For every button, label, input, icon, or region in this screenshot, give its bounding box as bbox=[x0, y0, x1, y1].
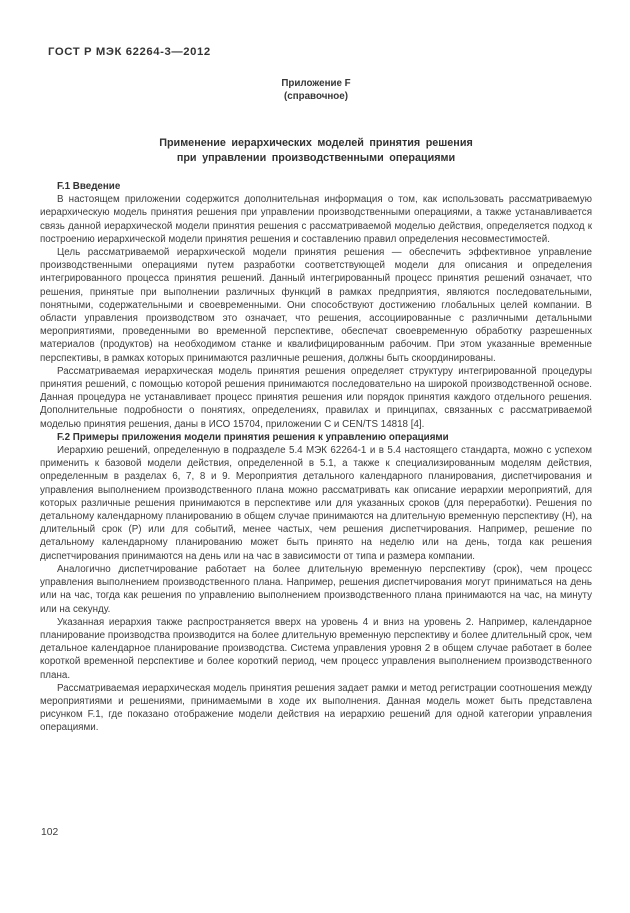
annex-block bbox=[40, 77, 592, 103]
page-number: 102 bbox=[41, 827, 59, 838]
document-header: ГОСТ Р МЭК 62264-3—2012 bbox=[48, 46, 211, 58]
annex-label: Приложение F bbox=[281, 78, 351, 89]
document-title-line2: при управлении производственными операциями bbox=[176, 152, 456, 164]
paragraph: Рассматриваемая иерархическая модель принятия решения задает рамки и метод регистрации соотношения между мероприятиями и решениями, принимаемыми в ходе их выполнения. Данная модель может быть представлена рисунком F.1, где показано отображение модели действия на иерархию решений для одной категории управления операциями. bbox=[40, 682, 592, 734]
paragraph: В настоящем приложении содержится дополнительная информация о том, как использовать рассматриваемую иерархическую модель принятия решения при управлении производственными операциями, а также устанавливается связь данной иерархической модели принятия решения с рассматриваемой моделью действия, определяется подход к построению иерархической модели принятия решения и составлению правил определения несовместимостей. bbox=[40, 194, 592, 245]
section-heading-f1: F.1 Введение bbox=[57, 181, 121, 192]
paragraph: Указанная иерархия также распространяется вверх на уровень 4 и вниз на уровень 2. Например, календарное планирование производства производится на более длительную временную перспективу и более длительный срок, чем детальное календарное планирование производства. Система управления уровня 2 в общем случае работает в более короткой временной перспективе и более короткий период, чем процесс управления выполнением производственного плана. bbox=[40, 616, 592, 681]
document-title-line1: Применение иерархических моделей принятия решения bbox=[159, 137, 473, 149]
paragraph: Аналогично диспетчирование работает на более длительную временную перспективу (срок), чем процесс управления выполнением производственного плана. Например, решения диспетчирования могут приниматься на день или на час, тогда как решения по управлению выполнением производственного плана принимаются на час, на минуту или на секунду. bbox=[40, 563, 592, 615]
annex-note: (справочное) bbox=[284, 91, 348, 102]
document-body bbox=[40, 180, 592, 735]
paragraph: Рассматриваемая иерархическая модель принятия решения определяет структуру интегрированной процедуры принятия решений, с помощью которой решения принимаются последовательно на широкой производственной основе. Данная процедура не устанавливает процесс принятия решения или порядок принятия каждого отдельного решения. Дополнительные подробности о понятиях, определениях, правилах и принципах, связанных с рассматриваемой моделью принятия решения, даны в ИСО 15704, приложении С и CEN/TS 14818 [4]. bbox=[40, 365, 592, 430]
paragraph: Цель рассматриваемой иерархической модели принятия решения — обеспечить эффективное управление производственными операциями путем разработки соответствующей модели для описания и определения интегрированного процесса принятия решений. Данный интегрированный процесс принятия решений означает, что решения, принятые при выполнении различных функций в рамках предприятия, являются последовательными, понятными, содержательными и своевременными. Они способствуют достижению глобальных целей компании. В области управления производством это означает, что решения, ассоциированные с различными детальными мероприятиями, проведенными во временной перспективе, обеспечат своевременную обработку разрешенных материалов (продуктов) на необходимом станке и квалифицированным рабочим. При этом указанные временные перспективы, в рамках которых принимаются различные решения, должны быть скоординированы. bbox=[40, 247, 592, 364]
section-heading-f2: F.2 Примеры приложения модели принятия решения к управлению операциями bbox=[57, 431, 449, 443]
document-title bbox=[40, 136, 592, 166]
paragraph: Иерархию решений, определенную в подразделе 5.4 МЭК 62264-1 и в 5.4 настоящего стандарта, можно с успехом применить к базовой модели действия, определенной в 5.1, а также к специализированным моделям действия, определенным в разделах 6, 7, 8 и 9. Мероприятия детального календарного планирования, диспетчирования и управления выполнением производственного плана можно рассматривать как описание иерархии мероприятий, для которых различные решения принимаются в перспективе или для указанных сроков (для переработки). Решения по детальному календарному планированию в общем случае принимаются на длительную временную перспективу (Н), на длительный срок (Р) или для событий, менее частых, чем решения диспетчирования. Например, решение по детальному календарному планированию может быть принято на неделю или на день, тогда как решения диспетчирования принимаются на день или на час в зависимости от типа и размера компании. bbox=[40, 445, 592, 562]
